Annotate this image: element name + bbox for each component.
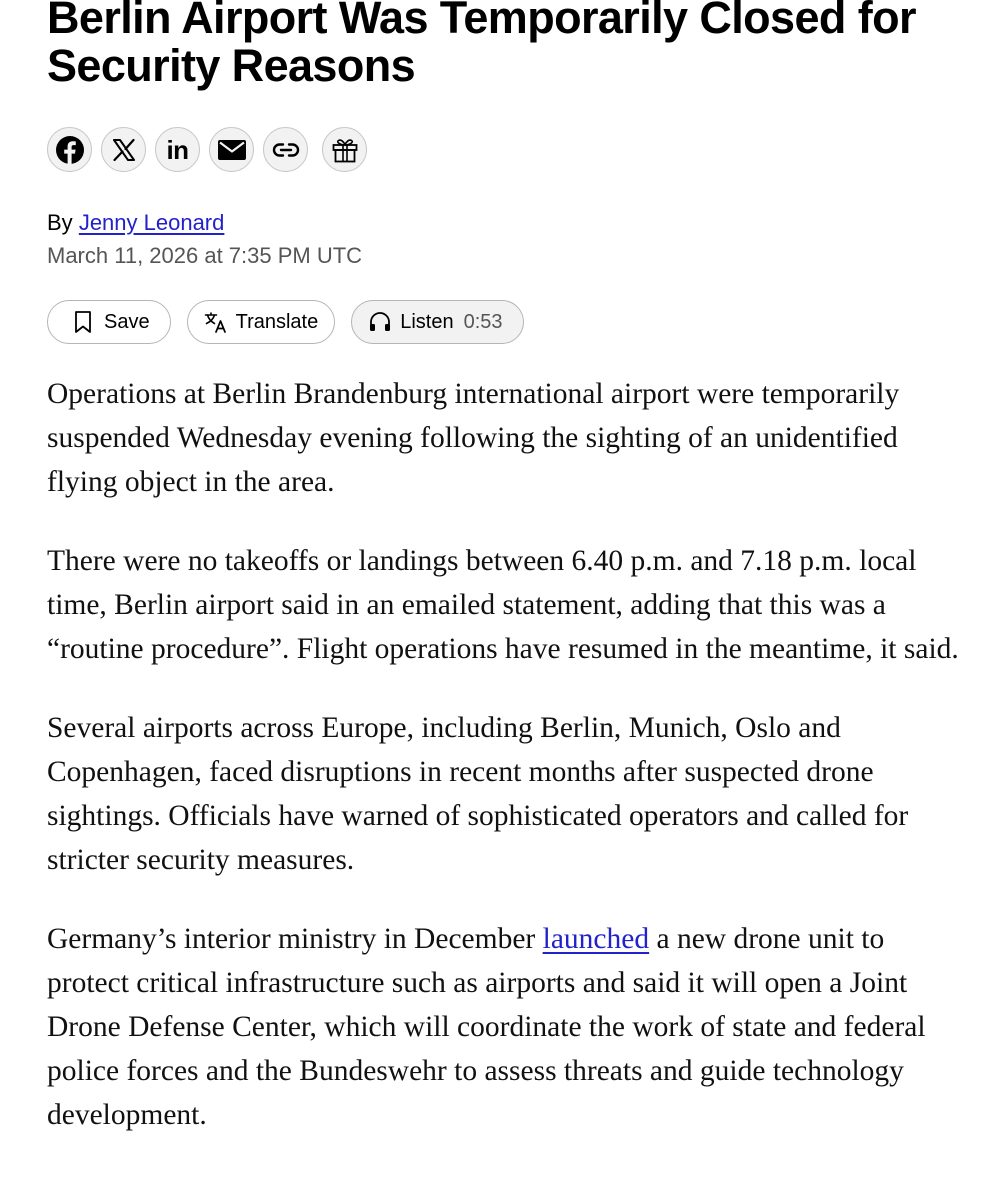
byline-prefix: By xyxy=(47,210,73,235)
headline: Berlin Airport Was Temporarily Closed for Security Reasons xyxy=(47,0,916,91)
bookmark-icon xyxy=(74,310,92,334)
copy-link-button[interactable] xyxy=(263,127,308,172)
share-bar xyxy=(47,127,367,172)
byline xyxy=(47,209,224,237)
email-icon xyxy=(217,138,247,162)
listen-duration: 0:53 xyxy=(463,310,503,333)
gift-article-button[interactable] xyxy=(322,127,367,172)
gift-icon xyxy=(331,136,359,164)
article-paragraph-1: Operations at Berlin Brandenburg international airport were temporarily suspended Wednesday evening following the sighting of an unidentified flying object in the area. xyxy=(47,378,900,498)
publish-timestamp: March 11, 2026 at 7:35 PM UTC xyxy=(47,243,363,268)
listen-label: Listen xyxy=(400,310,454,333)
share-x-button[interactable] xyxy=(101,127,146,172)
translate-label: Translate xyxy=(235,310,319,333)
paragraph-4-rest: a new drone unit to protect critical infrastructure such as airports and said it will open a Joint Drone Defense Center, which will coordinate the work of state and federal police forces and the Bundeswehr to assess threats and guide technology development. xyxy=(47,923,926,1131)
save-label: Save xyxy=(104,310,150,333)
translate-icon xyxy=(204,311,228,333)
article-paragraph-3: Several airports across Europe, including Berlin, Munich, Oslo and Copenhagen, faced disruptions in recent months after suspected drone sightings. Officials have warned of sophisticated operators and called for stricter security measures. xyxy=(47,712,909,876)
article-body xyxy=(47,372,967,1172)
share-email-button[interactable] xyxy=(209,127,254,172)
facebook-icon xyxy=(55,135,85,165)
translate-button[interactable] xyxy=(187,300,336,344)
listen-button[interactable] xyxy=(351,300,523,344)
author-link[interactable]: Jenny Leonard xyxy=(78,210,225,235)
save-button[interactable] xyxy=(47,300,171,344)
paragraph-4-lead: Germany’s interior ministry in December xyxy=(47,923,543,955)
article-actions xyxy=(47,300,524,344)
headphones-icon xyxy=(368,311,392,333)
link-icon xyxy=(271,141,301,159)
article-paragraph-2: There were no takeoffs or landings between 6.40 p.m. and 7.18 p.m. local time, Berlin airport said in an emailed statement, adding that this was a “routine procedure”. Flight operations have resumed in the meantime, it said. xyxy=(47,545,959,665)
share-linkedin-button[interactable] xyxy=(155,127,200,172)
linkedin-icon: in xyxy=(166,134,189,165)
x-icon xyxy=(111,137,137,163)
share-facebook-button[interactable] xyxy=(47,127,92,172)
launched-link[interactable]: launched xyxy=(542,923,650,955)
article-paragraph-4 xyxy=(47,917,967,1137)
